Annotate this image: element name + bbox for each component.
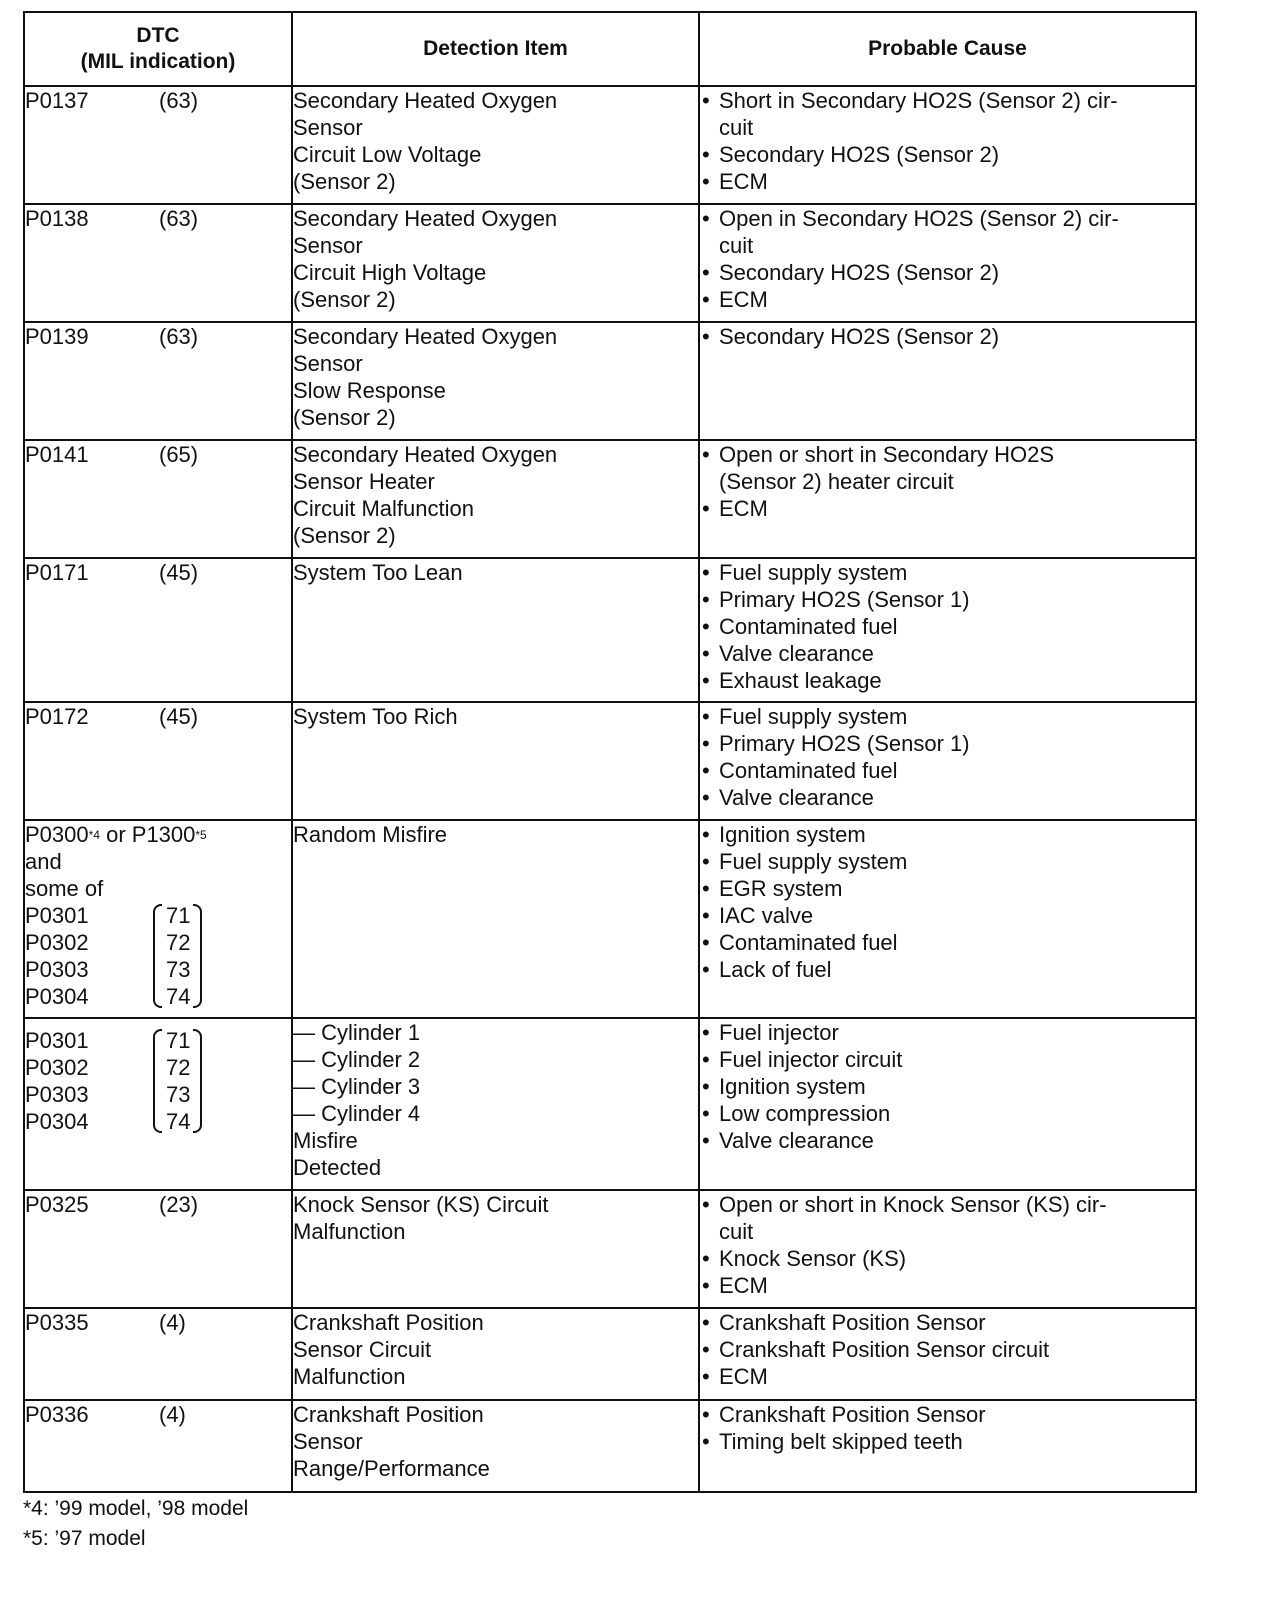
cause-item: • Contaminated fuel (700, 757, 1195, 784)
header-dtc-line1: DTC (136, 24, 180, 47)
header-cause: Probable Cause (699, 12, 1196, 86)
cause-item: • Short in Secondary HO2S (Sensor 2) cir- cuit (700, 87, 1195, 141)
dtc-cell (24, 558, 292, 702)
cause-item: • Open in Secondary HO2S (Sensor 2) cir- cuit (700, 205, 1195, 259)
mil-indication: 72 (166, 930, 191, 955)
mil-indication: 74 (166, 984, 191, 1009)
dtc-random-line (25, 821, 291, 848)
table-row (24, 558, 1196, 702)
bracket-code-group (25, 902, 291, 1010)
dtc-code: P0303 (25, 957, 89, 982)
cause-item: • Crankshaft Position Sensor circuit (700, 1336, 1195, 1363)
dtc-cell (24, 440, 292, 558)
cause-list (700, 1309, 1195, 1390)
detection-line: Malfunction (293, 1219, 406, 1244)
mil-indication: 72 (166, 1055, 191, 1080)
cause-item: • Ignition system (700, 1073, 1195, 1100)
footnote-4: *4: ’99 model, ’98 model (23, 1497, 249, 1520)
detection-line: Crankshaft Position (293, 1402, 484, 1427)
header-row (24, 12, 1196, 86)
cause-item: • Secondary HO2S (Sensor 2) (700, 259, 1195, 286)
cause-item: • Fuel supply system (700, 703, 1195, 730)
detection-cell (292, 1308, 699, 1400)
cause-cell (699, 1190, 1196, 1308)
dtc-code-group (25, 441, 291, 468)
table-row (24, 1308, 1196, 1400)
dtc-code: P0171 (25, 560, 89, 585)
detection-cell (292, 440, 699, 558)
table-row (24, 440, 1196, 558)
dtc-code-group (25, 1401, 291, 1428)
detection-line: (Sensor 2) (293, 523, 396, 548)
header-dtc (24, 12, 292, 86)
detection-line: Secondary Heated Oxygen (293, 442, 558, 467)
bracket-code-group (25, 1027, 291, 1135)
cause-item: • ECM (700, 286, 1195, 313)
cause-item: • Exhaust leakage (700, 667, 1195, 694)
dtc-code: P0302 (25, 1055, 89, 1080)
cause-list (700, 703, 1195, 811)
cause-item: • EGR system (700, 875, 1195, 902)
cause-item: • Secondary HO2S (Sensor 2) (700, 323, 1195, 350)
detection-line: Sensor Heater (293, 469, 435, 494)
detection-line: Sensor (293, 1429, 363, 1454)
dtc-cell (24, 204, 292, 322)
dtc-cell (24, 1308, 292, 1400)
mil-indication: 73 (166, 957, 191, 982)
bracket-code-line (25, 1027, 291, 1054)
dtc-code: P0302 (25, 930, 89, 955)
mil-indication: 74 (166, 1109, 191, 1134)
mil-indication: (45) (159, 704, 199, 729)
dtc-code: P0304 (25, 1109, 89, 1134)
detection-line: Sensor (293, 115, 363, 140)
detection-line: Detected (293, 1155, 382, 1180)
mil-indication: (4) (159, 1402, 186, 1427)
detection-line: Slow Response (293, 378, 446, 403)
detection-cell (292, 1400, 699, 1492)
header-dtc-line2: (MIL indication) (80, 50, 236, 73)
table-row (24, 204, 1196, 322)
detection-cell (292, 1018, 699, 1190)
detection-line: Circuit High Voltage (293, 260, 487, 285)
dtc-code-group (25, 87, 291, 114)
dtc-code: P0304 (25, 984, 89, 1009)
detection-line: Malfunction (293, 1364, 406, 1389)
dtc-cell (24, 1018, 292, 1190)
dtc-code: P0336 (25, 1402, 89, 1427)
header-detection: Detection Item (292, 12, 699, 86)
detection-line: Circuit Malfunction (293, 496, 474, 521)
dtc-code: P0172 (25, 704, 89, 729)
dtc-code: P0301 (25, 903, 89, 928)
dtc-code: P0303 (25, 1082, 89, 1107)
detection-line: Sensor (293, 233, 363, 258)
cause-item: • Crankshaft Position Sensor (700, 1401, 1195, 1428)
cause-cell (699, 1018, 1196, 1190)
cause-item: • ECM (700, 495, 1195, 522)
cause-item: • Open or short in Secondary HO2S (Sensor 2) heater circuit (700, 441, 1195, 495)
table-row-cylinder-misfire (24, 1018, 1196, 1190)
mil-indication: (63) (159, 88, 199, 113)
cause-item: • Fuel injector circuit (700, 1046, 1195, 1073)
footnote-ref: *5 (195, 827, 207, 842)
cause-item: • ECM (700, 168, 1195, 195)
cause-list (700, 441, 1195, 522)
detection-line: (Sensor 2) (293, 287, 396, 312)
detection-line: — Cylinder 1 (293, 1020, 421, 1045)
dtc-code: P0335 (25, 1310, 89, 1335)
table-row (24, 1190, 1196, 1308)
cause-item: • Timing belt skipped teeth (700, 1428, 1195, 1455)
cause-item: • Fuel supply system (700, 848, 1195, 875)
detection-cell (292, 1190, 699, 1308)
detection-line: (Sensor 2) (293, 405, 396, 430)
bracket-code-line (25, 929, 291, 956)
cause-list (700, 87, 1195, 195)
detection-line: Sensor Circuit (293, 1337, 432, 1362)
mil-indication: (63) (159, 324, 199, 349)
detection-line: Knock Sensor (KS) Circuit (293, 1192, 549, 1217)
cause-item: • Primary HO2S (Sensor 1) (700, 586, 1195, 613)
dtc-code: P0300 (25, 822, 89, 847)
some-of-text: some of (25, 876, 104, 901)
cause-list (700, 1019, 1195, 1154)
footnote-ref: *4 (88, 827, 100, 842)
cause-cell (699, 820, 1196, 1018)
detection-line: Secondary Heated Oxygen (293, 324, 558, 349)
detection-line: — Cylinder 4 (293, 1101, 421, 1126)
detection-cell (292, 322, 699, 440)
detection-line: Misfire (293, 1128, 358, 1153)
mil-indication: (65) (159, 442, 199, 467)
dtc-code: P0141 (25, 442, 89, 467)
dtc-code-group (25, 559, 291, 586)
cause-item: • Valve clearance (700, 784, 1195, 811)
detection-line: — Cylinder 2 (293, 1047, 421, 1072)
cause-item: • IAC valve (700, 902, 1195, 929)
cause-list (700, 1191, 1195, 1299)
cause-list (700, 323, 1195, 350)
mil-indication: (45) (159, 560, 199, 585)
dtc-cell (24, 702, 292, 820)
dtc-code-group (25, 205, 291, 232)
dtc-cell (24, 820, 292, 1018)
cause-item: • Open or short in Knock Sensor (KS) cir- cuit (700, 1191, 1195, 1245)
cause-cell (699, 1308, 1196, 1400)
detection-line: System Too Lean (293, 560, 463, 585)
cause-item: • Valve clearance (700, 1127, 1195, 1154)
dtc-cell (24, 1400, 292, 1492)
bracket-code-line (25, 1054, 291, 1081)
cause-item: • Valve clearance (700, 640, 1195, 667)
cause-cell (699, 702, 1196, 820)
or-text: or (99, 822, 132, 847)
dtc-table (23, 11, 1197, 1493)
cause-item: • ECM (700, 1272, 1195, 1299)
cause-item: • Ignition system (700, 821, 1195, 848)
mil-indication: 71 (166, 903, 191, 928)
mil-indication: (4) (159, 1310, 186, 1335)
cause-cell (699, 322, 1196, 440)
cause-item: • Fuel injector (700, 1019, 1195, 1046)
dtc-code: P0138 (25, 206, 89, 231)
cause-cell (699, 204, 1196, 322)
bracket-code-line (25, 1108, 291, 1135)
detection-cell (292, 820, 699, 1018)
mil-indication: (23) (159, 1192, 199, 1217)
detection-line: Circuit Low Voltage (293, 142, 482, 167)
detection-cell (292, 204, 699, 322)
detection-line: Secondary Heated Oxygen (293, 88, 558, 113)
cause-item: • Contaminated fuel (700, 613, 1195, 640)
dtc-cell (24, 322, 292, 440)
bracket-code-line (25, 956, 291, 983)
cause-item: • Knock Sensor (KS) (700, 1245, 1195, 1272)
detection-cell (292, 702, 699, 820)
cause-item: • Lack of fuel (700, 956, 1195, 983)
dtc-code: P0139 (25, 324, 89, 349)
mil-indication: (63) (159, 206, 199, 231)
cause-cell (699, 440, 1196, 558)
cause-cell (699, 86, 1196, 204)
table-row (24, 702, 1196, 820)
table-row-random-misfire (24, 820, 1196, 1018)
cause-list (700, 205, 1195, 313)
dtc-code: P0301 (25, 1028, 89, 1053)
dtc-code: P1300 (131, 822, 196, 847)
detection-line: Crankshaft Position (293, 1310, 484, 1335)
and-text: and (25, 849, 62, 874)
detection-line: — Cylinder 3 (293, 1074, 421, 1099)
detection-cell (292, 86, 699, 204)
cause-item: • Fuel supply system (700, 559, 1195, 586)
dtc-cell (24, 1190, 292, 1308)
dtc-code-group (25, 1309, 291, 1336)
detection-cell (292, 558, 699, 702)
cause-list (700, 1401, 1195, 1455)
table-row (24, 86, 1196, 204)
mil-indication: 71 (166, 1028, 191, 1053)
cause-cell (699, 558, 1196, 702)
dtc-code-group (25, 703, 291, 730)
bracket-code-line (25, 902, 291, 929)
cause-item: • Crankshaft Position Sensor (700, 1309, 1195, 1336)
cause-list (700, 821, 1195, 983)
dtc-code-group (25, 1191, 291, 1218)
dtc-code-group (25, 323, 291, 350)
detection-line: Sensor (293, 351, 363, 376)
bracket-code-line (25, 983, 291, 1010)
mil-indication: 73 (166, 1082, 191, 1107)
table-row (24, 322, 1196, 440)
dtc-code: P0325 (25, 1192, 89, 1217)
bracket-code-line (25, 1081, 291, 1108)
cause-cell (699, 1400, 1196, 1492)
footnotes (23, 1494, 248, 1554)
detection-line: System Too Rich (293, 704, 458, 729)
detection-line: Range/Performance (293, 1456, 490, 1481)
detection-line: Random Misfire (293, 822, 448, 847)
dtc-code: P0137 (25, 88, 89, 113)
table-row (24, 1400, 1196, 1492)
dtc-cell (24, 86, 292, 204)
cause-list (700, 559, 1195, 694)
footnote-5: *5: ’97 model (23, 1527, 146, 1550)
detection-line: Secondary Heated Oxygen (293, 206, 558, 231)
cause-item: • ECM (700, 1363, 1195, 1390)
detection-line: (Sensor 2) (293, 169, 396, 194)
cause-item: • Secondary HO2S (Sensor 2) (700, 141, 1195, 168)
cause-item: • Contaminated fuel (700, 929, 1195, 956)
cause-item: • Low compression (700, 1100, 1195, 1127)
cause-item: • Primary HO2S (Sensor 1) (700, 730, 1195, 757)
